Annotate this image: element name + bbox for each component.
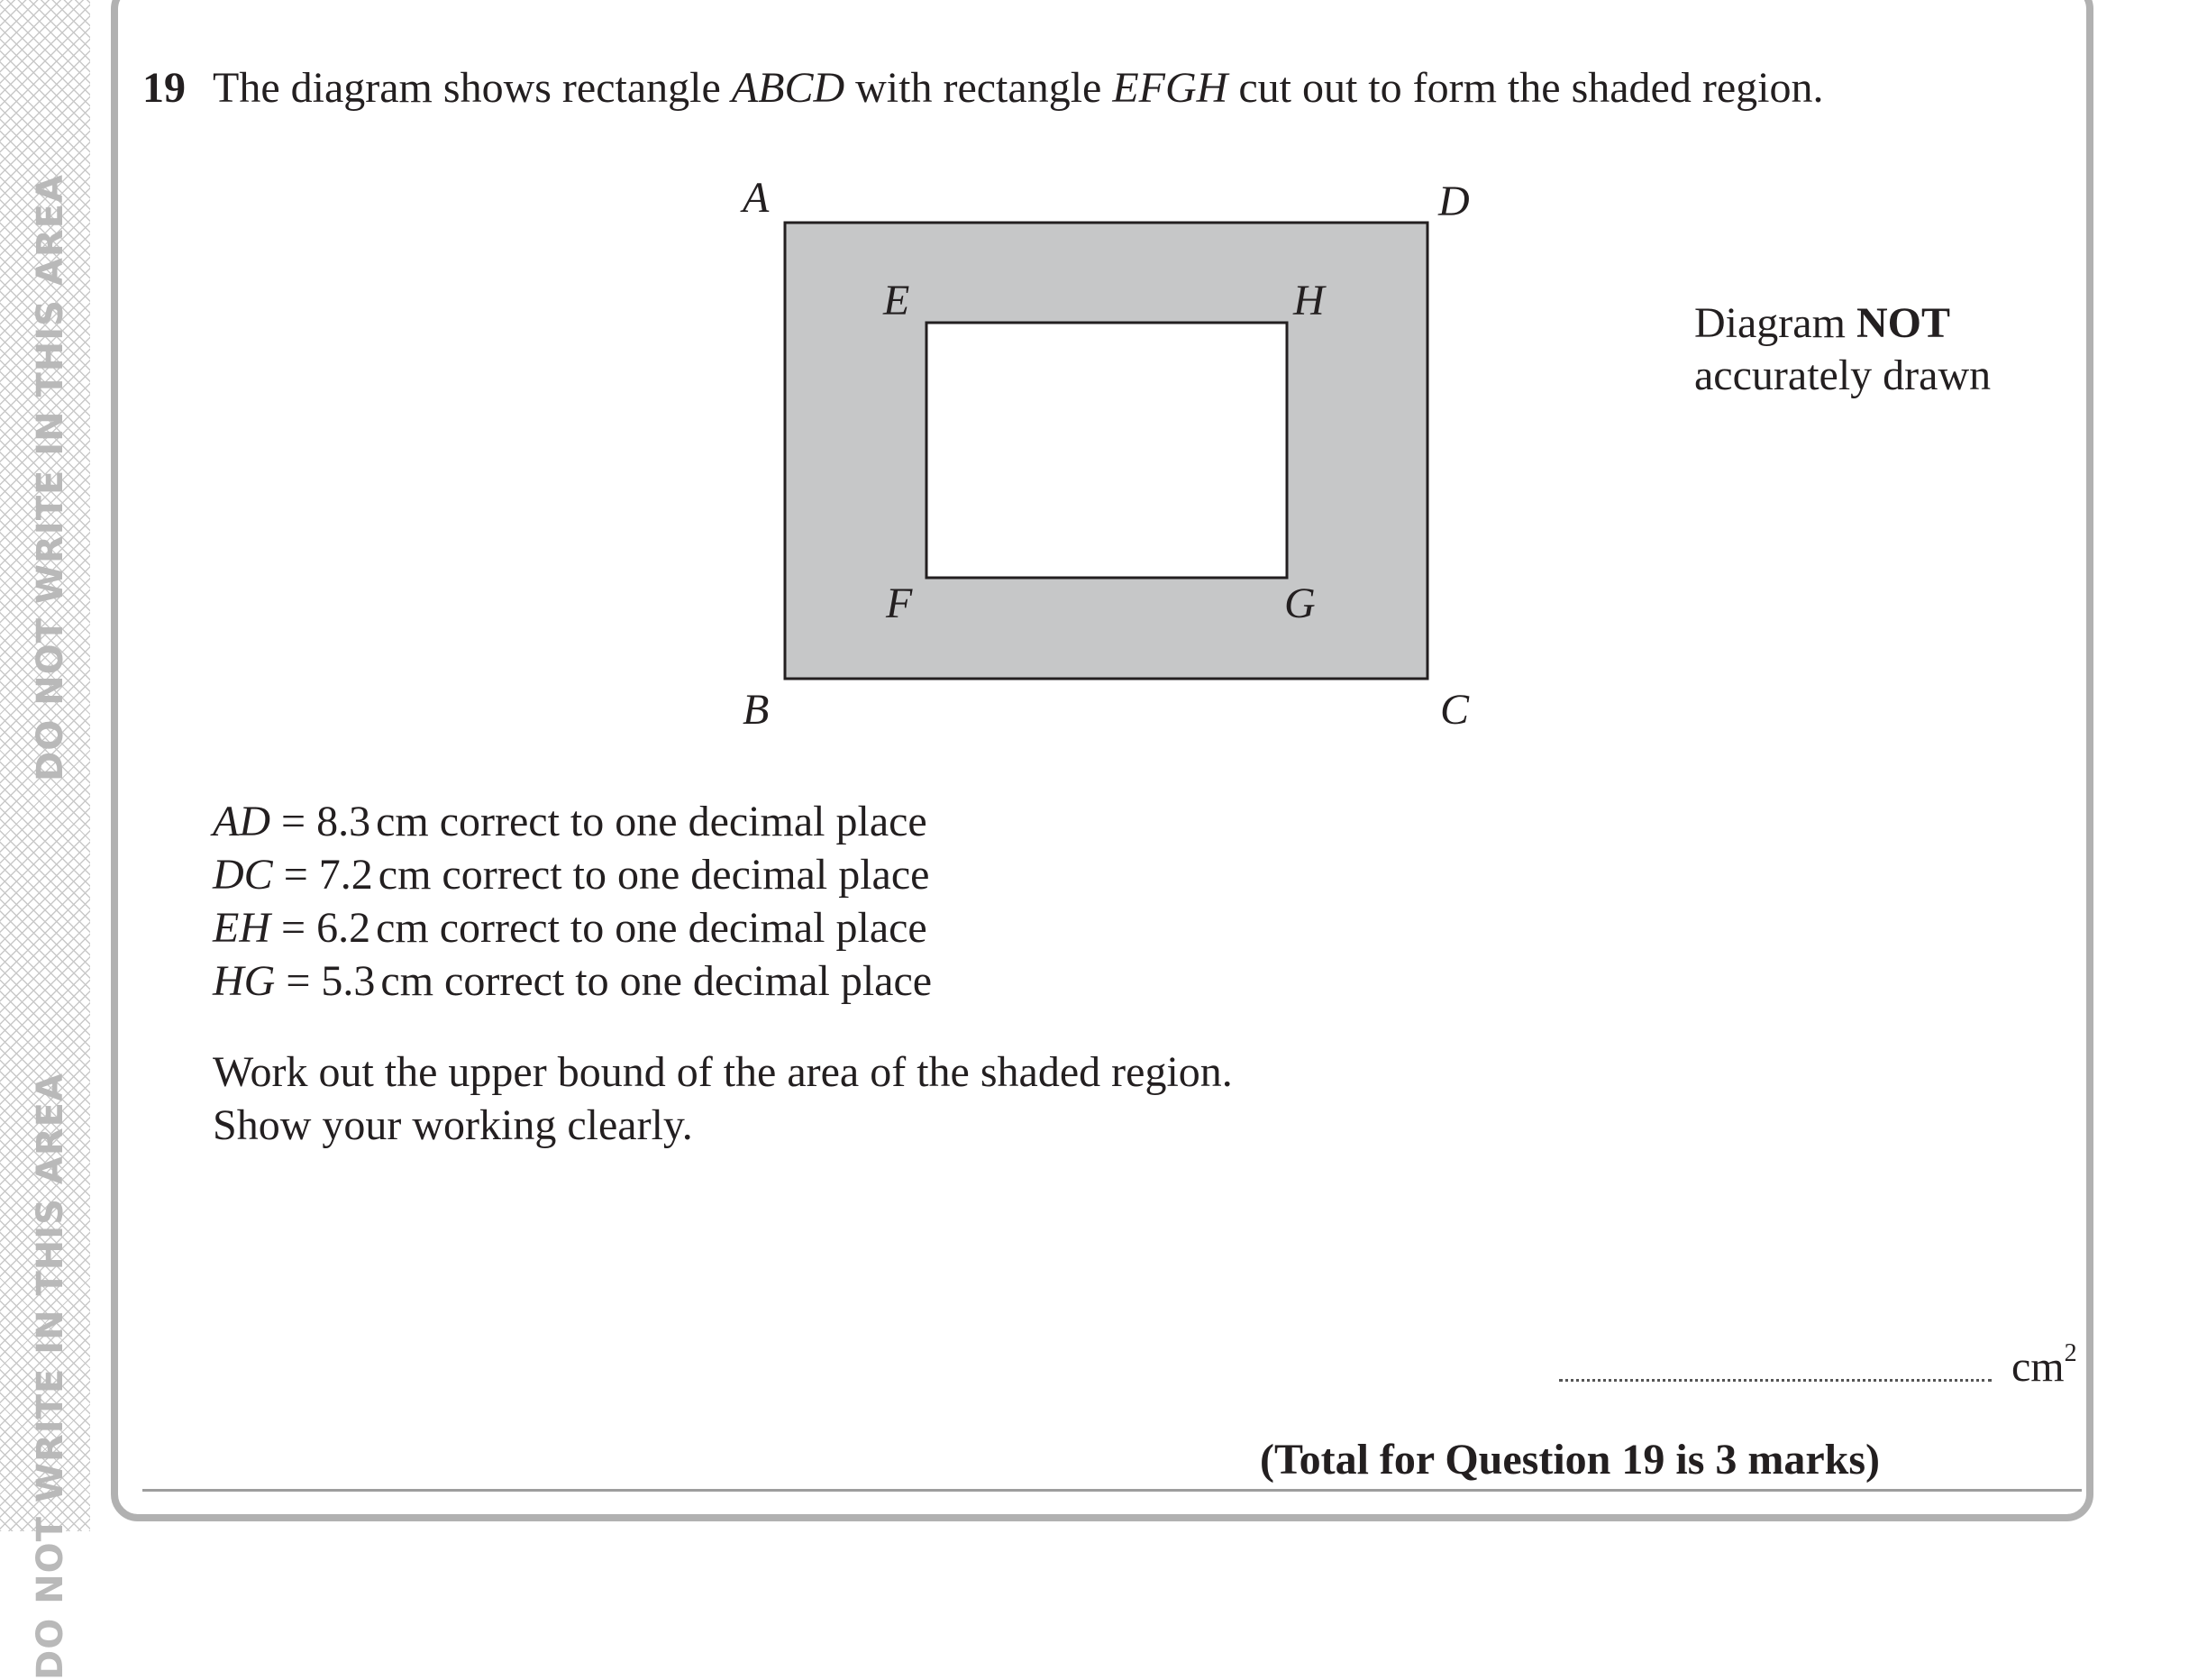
vertex-label-h: H xyxy=(1293,277,1325,324)
measurement-unit: cm xyxy=(376,904,429,952)
instructions xyxy=(213,1045,1233,1152)
vertex-label-c: C xyxy=(1440,686,1470,734)
vertex-label-f: F xyxy=(886,580,913,627)
total-marks: (Total for Question 19 is 3 marks) xyxy=(1260,1436,1881,1484)
note-text-bold: NOT xyxy=(1856,299,1950,347)
measurement-value: 6.2 xyxy=(316,904,371,952)
diagram-not-accurate-note xyxy=(1694,297,1991,402)
stem-text-1: The diagram shows rectangle xyxy=(213,64,732,112)
measurement-eh: EH = 6.2 cm correct to one decimal place xyxy=(213,904,927,952)
answer-unit-text: cm xyxy=(2011,1343,2065,1391)
vertex-label-b: B xyxy=(743,686,770,734)
instruction-line-1: Work out the upper bound of the area of the shaded region. xyxy=(213,1048,1233,1096)
answer-unit xyxy=(2011,1339,2077,1392)
bottom-rule xyxy=(142,1489,2082,1492)
measurement-name: AD xyxy=(213,798,270,845)
measurement-value: 8.3 xyxy=(316,798,371,845)
margin-warning-upper: DO NOT WRITE IN THIS AREA xyxy=(30,174,71,781)
measurement-name: DC xyxy=(213,851,273,899)
measurement-unit: cm xyxy=(378,851,432,899)
measurement-value: 5.3 xyxy=(321,957,376,1005)
vertex-label-g: G xyxy=(1284,580,1316,627)
stem-text-3: cut out to form the shaded region. xyxy=(1227,64,1824,112)
instruction-line-2: Show your working clearly. xyxy=(213,1101,693,1149)
margin-warning-lower: DO NOT WRITE IN THIS AREA xyxy=(30,1073,71,1680)
stem-rect-efgh: EFGH xyxy=(1112,64,1228,112)
measurement-qualifier: correct to one decimal place xyxy=(439,798,927,845)
vertex-label-a: A xyxy=(743,174,770,222)
measurement-name: HG xyxy=(213,957,276,1005)
measurements-list xyxy=(213,795,932,1008)
measurement-name: EH xyxy=(213,904,270,952)
measurement-unit: cm xyxy=(376,798,429,845)
measurement-qualifier: correct to one decimal place xyxy=(444,957,933,1005)
vertex-label-e: E xyxy=(883,277,910,324)
measurement-dc: DC = 7.2 cm correct to one decimal place xyxy=(213,851,930,899)
note-text-normal: Diagram xyxy=(1694,299,1856,347)
measurement-qualifier: correct to one decimal place xyxy=(439,904,927,952)
stem-text-2: with rectangle xyxy=(844,64,1113,112)
measurement-hg: HG = 5.3 cm correct to one decimal place xyxy=(213,957,933,1005)
measurement-value: 7.2 xyxy=(318,851,373,899)
measurement-ad: AD = 8.3 cm correct to one decimal place xyxy=(213,798,927,845)
answer-unit-power: 2 xyxy=(2064,1339,2077,1367)
measurement-unit: cm xyxy=(380,957,434,1005)
stem-rect-abcd: ABCD xyxy=(731,64,845,112)
vertex-label-d: D xyxy=(1438,178,1470,225)
inner-rectangle-efgh xyxy=(926,323,1287,578)
note-text-line2: accurately drawn xyxy=(1694,352,1992,399)
question-number: 19 xyxy=(142,64,186,112)
answer-line[interactable] xyxy=(1559,1379,1992,1382)
measurement-qualifier: correct to one decimal place xyxy=(442,851,930,899)
